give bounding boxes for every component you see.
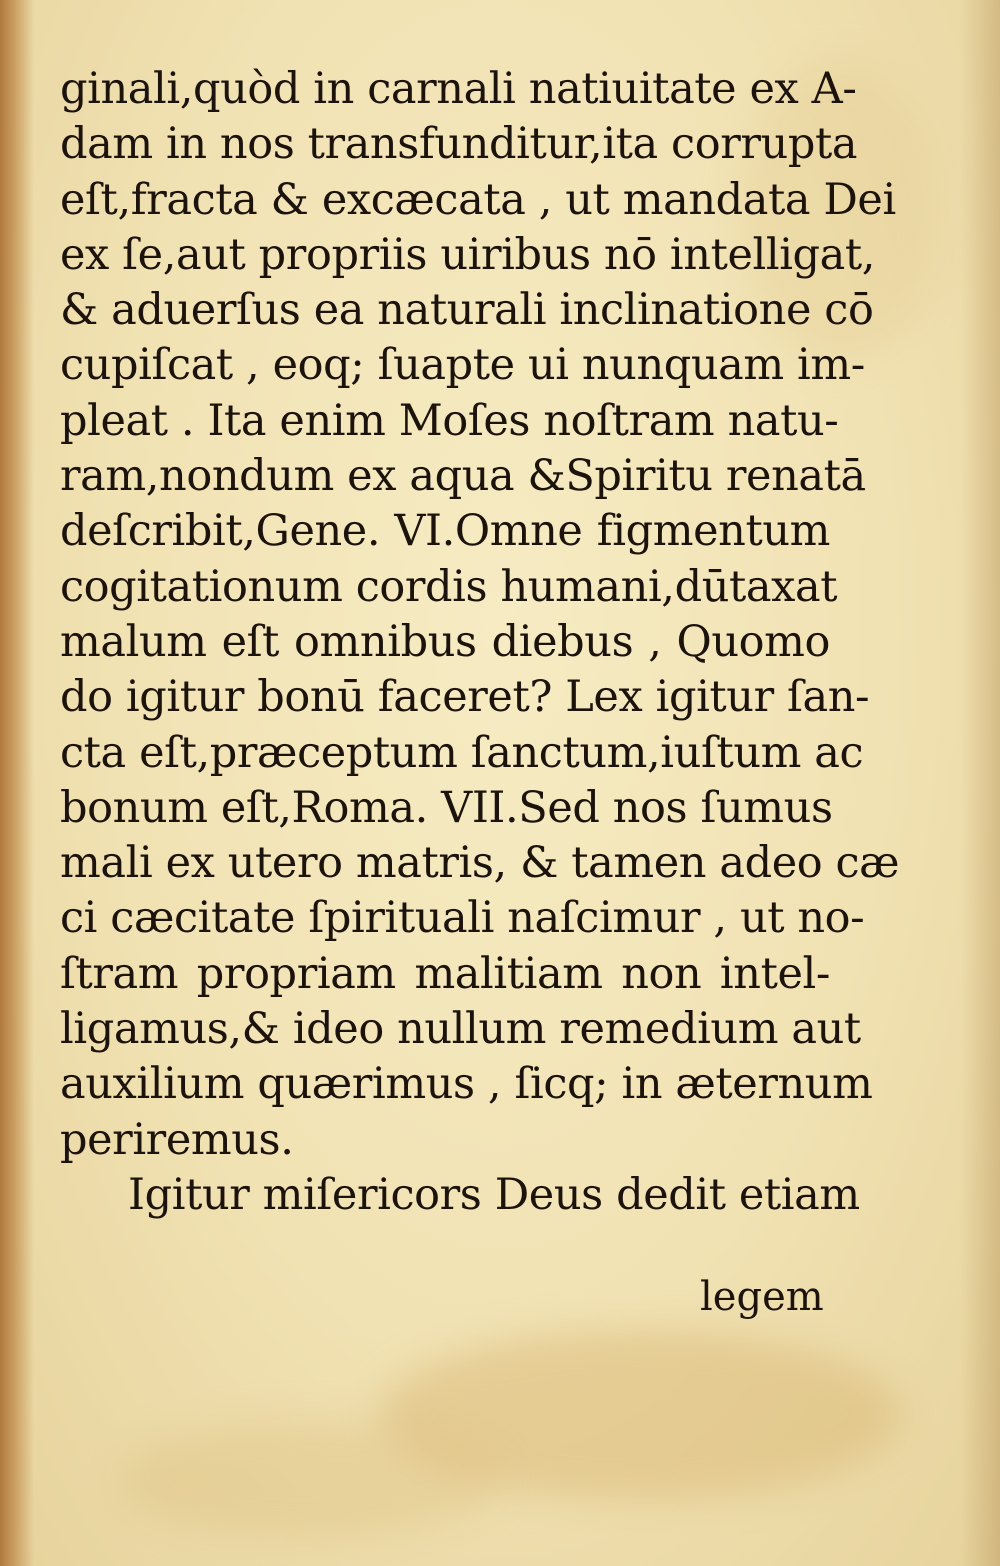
paper-stain [120, 1420, 500, 1540]
text-line: do igitur bonū faceret? Lex igitur ſan- [60, 672, 870, 723]
text-line: ex ſe,aut propriis uiribus nō intelligat, [60, 229, 876, 280]
text-line: bonum eſt,Roma. VII.Sed nos ſumus [60, 782, 833, 833]
text-line: malum eſt omnibus diebus , Quomo [60, 616, 830, 667]
body-text [60, 62, 900, 1223]
text-line: auxilium quærimus , ſicq; in æternum [60, 1059, 873, 1110]
text-line: deſcribit,Gene. VI.Omne figmentum [60, 506, 830, 557]
text-line-paragraph-start: Igitur miſericors Deus dedit etiam [128, 1169, 860, 1220]
text-line: cogitationum cordis humani,dūtaxat [60, 561, 838, 612]
text-line: ginali,quòd in carnali natiuitate ex A- [60, 64, 857, 114]
text-line: pleat . Ita enim Moſes noſtram natu- [60, 395, 839, 446]
text-line: eſt,fracta & excæcata , ut mandata Dei [60, 174, 896, 225]
text-line: cupiſcat , eoq; ſuapte ui nunquam im- [60, 340, 865, 391]
text-line: ligamus,& ideo nullum remedium aut [60, 1004, 861, 1055]
text-line: mali ex utero matris, & tamen adeo cæ [60, 838, 900, 889]
text-line: ſtram propriam malitiam non intel- [60, 948, 830, 999]
text-line: ram,nondum ex aqua &Spiritu renatā [60, 451, 866, 502]
text-line: cta eſt,præceptum ſanctum,iuſtum ac [60, 727, 864, 778]
catchword: legem [700, 1274, 824, 1320]
text-line: & aduerſus ea naturali inclinatione cō [60, 285, 874, 336]
text-line: ci cæcitate ſpirituali naſcimur , ut no- [60, 893, 865, 944]
text-line: dam in nos transfunditur,ita corrupta [60, 119, 858, 170]
text-line-paragraph-end: periremus. [60, 1114, 294, 1165]
